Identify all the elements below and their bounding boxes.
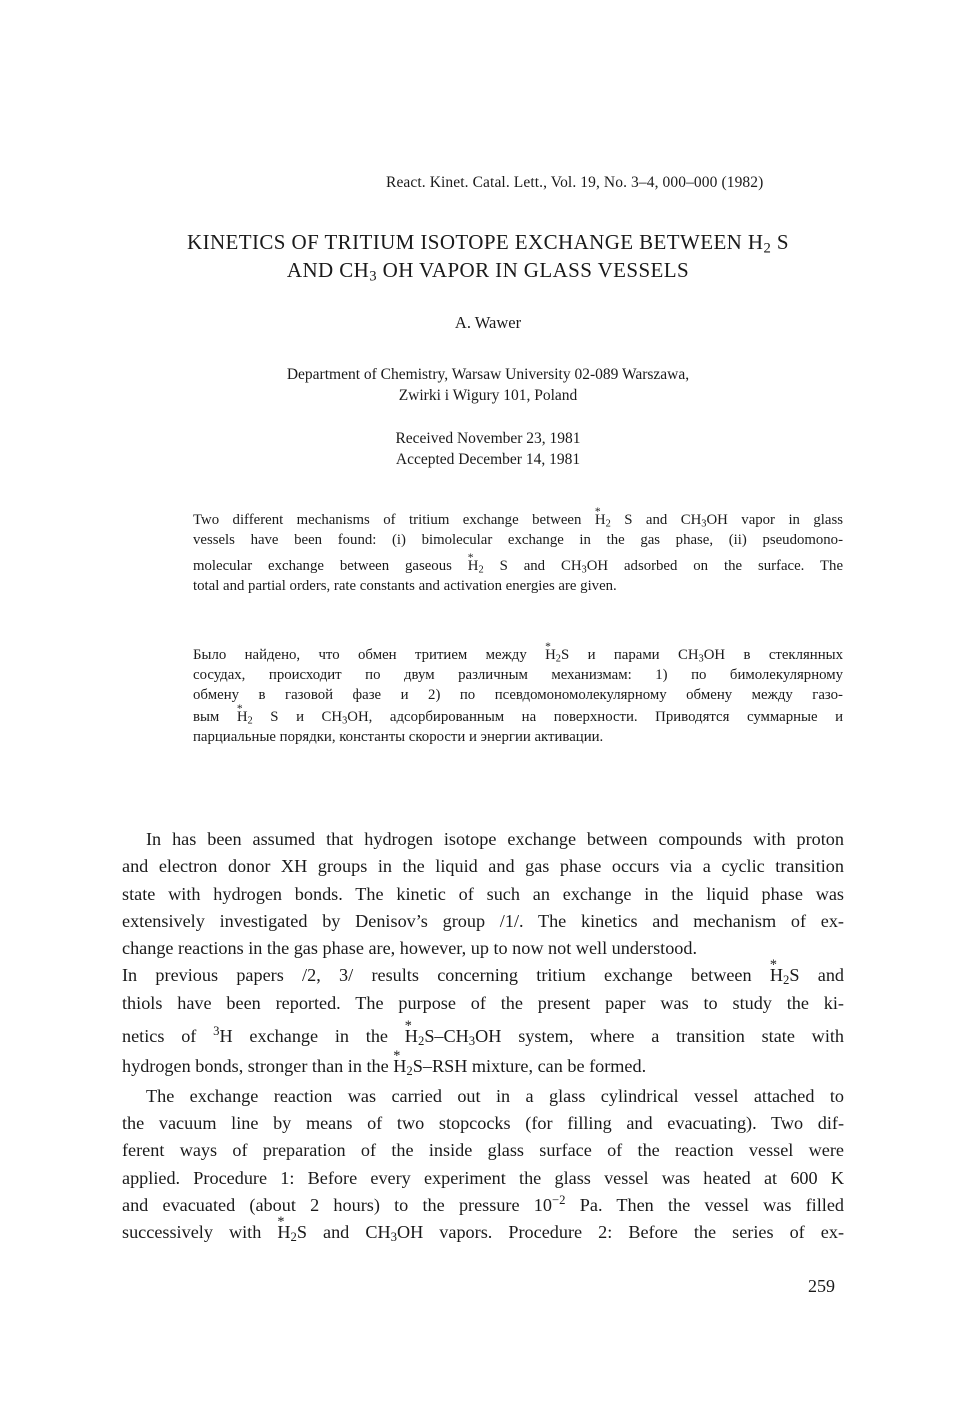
abstract-russian bbox=[193, 634, 843, 747]
abstract-ru-line: вым * $H_2$ S и $CH_3OH$, адсорбированным на поверхности. Приводятся суммарные и bbox=[193, 705, 843, 727]
body-text bbox=[122, 826, 844, 1246]
body-line: and evacuated (about 2 hours) to the pressure $10^{-2}$ Pa. Then the vessel was filled bbox=[122, 1192, 845, 1215]
body-line: successively with * $H_2S$ and $CH_3OH$ vapors. Procedure 2: Before the series of ex- bbox=[122, 1219, 844, 1246]
affiliation-line-2: Zwirki i Wigury 101, Poland bbox=[398, 387, 578, 404]
body-line: and electron donor XH groups in the liquid and gas phase occurs via a cyclic transition bbox=[122, 856, 844, 877]
page-number: 259 bbox=[808, 1276, 835, 1296]
paper-title bbox=[100, 228, 876, 284]
accepted-date: Accepted December 14, 1981 bbox=[395, 451, 581, 468]
tritium-label: * $H_2$ bbox=[393, 1053, 413, 1080]
received-date: Received November 23, 1981 bbox=[395, 430, 581, 447]
body-line: In previous papers /2, 3/ results concerning tritium exchange between * $H_2S$ and bbox=[122, 962, 844, 989]
abstract-ru-line: сосудах, происходит по двум различным механизмам: 1) по бимолекулярному bbox=[193, 667, 843, 683]
body-line: the vacuum line by means of two stopcocks (for filling and evacuating). Two dif- bbox=[122, 1112, 844, 1133]
submission-dates bbox=[0, 428, 976, 470]
abstract-en-line: molecular exchange between gaseous * $H_2$ S and $CH_3OH$ adsorbed on the surface. The bbox=[193, 550, 843, 576]
tritium-label: * $H_2$ bbox=[595, 510, 611, 530]
journal-reference: React. Kinet. Catal. Lett., Vol. 19, No. 3–4, 000–000 (1982) bbox=[386, 174, 764, 191]
body-line: applied. Procedure 1: Before every experiment the glass vessel was heated at 600 K bbox=[122, 1167, 844, 1188]
tritium-label: * $H_2$ bbox=[405, 1023, 425, 1050]
body-line: netics of $^3$H exchange in the * $H_2S-CH_3OH$ system, where a transition state with bbox=[122, 1017, 844, 1050]
tritium-label: * $H_2$ bbox=[770, 962, 790, 989]
body-line: extensively investigated by Denisov’s group /1/. The kinetics and mechanism of ex- bbox=[122, 910, 844, 931]
body-line: In has been assumed that hydrogen isotope exchange between compounds with proton bbox=[146, 829, 844, 849]
title-line-2: AND $CH_3$ OH VAPOR IN GLASS VESSELS bbox=[286, 258, 690, 285]
affiliation-line-1: Department of Chemistry, Warsaw University 02-089 Warszawa, bbox=[286, 366, 690, 383]
tritium-label: * $H_2$ bbox=[237, 707, 253, 727]
abstract-ru-line: парциальные порядки, константы скорости и энергии активации. bbox=[193, 729, 604, 745]
author: A. Wawer bbox=[454, 313, 522, 332]
abstract-english bbox=[193, 507, 843, 596]
body-line: The exchange reaction was carried out in a glass cylindrical vessel attached to bbox=[146, 1085, 844, 1106]
body-line: change reactions in the gas phase are, however, up to now not well understood. bbox=[122, 938, 698, 959]
body-line: state with hydrogen bonds. The kinetic of such an exchange in the liquid phase was bbox=[122, 883, 844, 904]
title-line-1: KINETICS OF TRITIUM ISOTOPE EXCHANGE BETWEEN $H_2$ S bbox=[187, 230, 789, 257]
tritium-label: * $H_2$ bbox=[545, 645, 561, 665]
tritium-label: * $H_2$ bbox=[468, 556, 484, 576]
abstract-en-line: total and partial orders, rate constants and activation energies are given. bbox=[193, 578, 617, 594]
affiliation bbox=[0, 364, 976, 406]
tritium-label: * $H_2$ bbox=[277, 1219, 297, 1246]
abstract-en-line: Two different mechanisms of tritium exchange between * $H_2$ S and $CH_3OH$ vapor in glass bbox=[193, 507, 843, 530]
body-line: thiols have been reported. The purpose of the present paper was to study the ki- bbox=[122, 992, 844, 1013]
abstract-en-line: vessels have been found: (i) bimolecular exchange in the gas phase, (ii) pseudomono- bbox=[193, 532, 843, 548]
body-line: ferent ways of preparation of the inside glass surface of the reaction vessel were bbox=[122, 1140, 844, 1161]
body-line: hydrogen bonds, stronger than in the * $H_2S$–RSH mixture, can be formed. bbox=[122, 1050, 844, 1080]
abstract-ru-line: обмену в газовой фазе и 2) по псевдомономолекулярному обмену между газо- bbox=[193, 687, 843, 703]
abstract-ru-line: Было найдено, что обмен тритием между * $H_2S$ и парами $CH_3OH$ в стеклянных bbox=[193, 634, 843, 665]
